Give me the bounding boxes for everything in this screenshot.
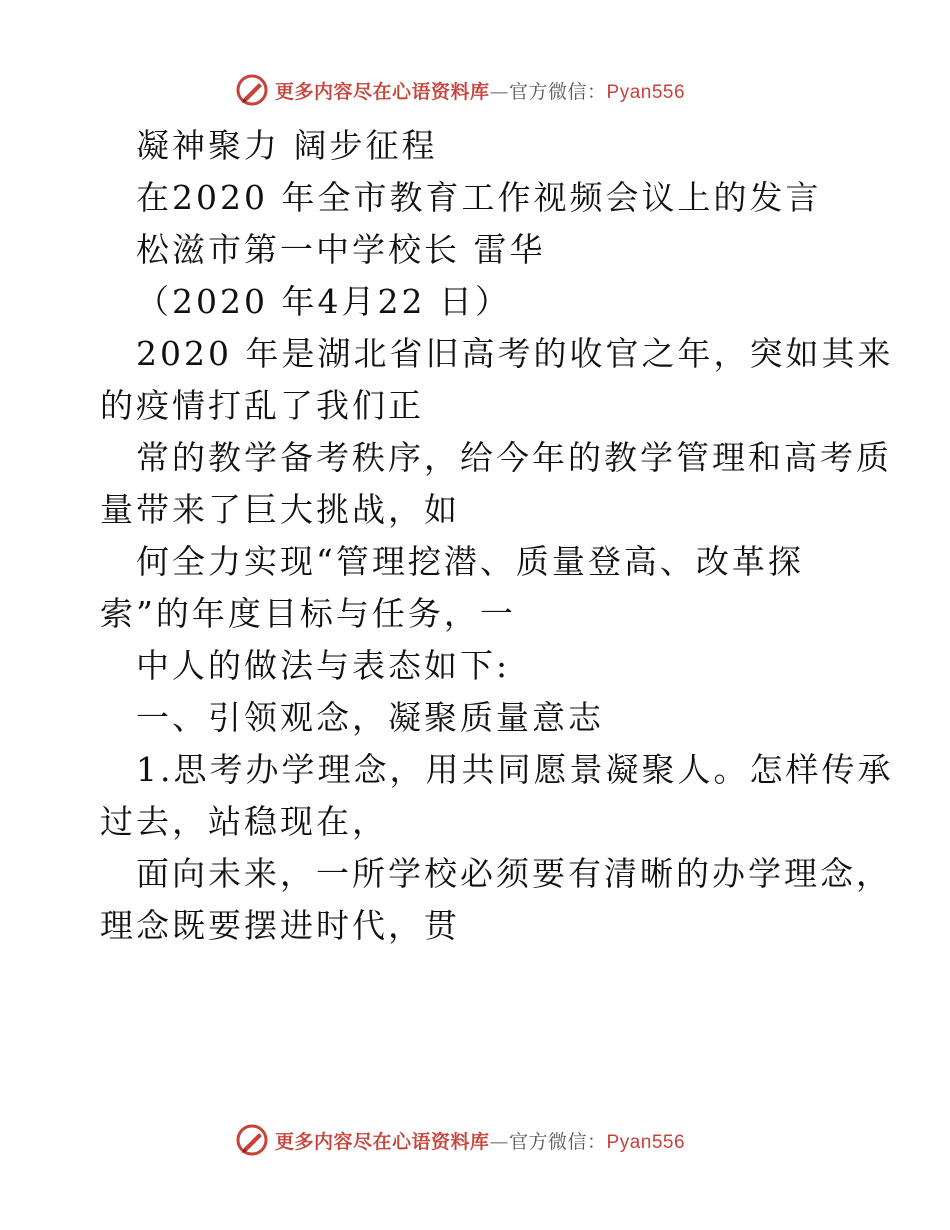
doc-line: 2020 年是湖北省旧高考的收官之年，突如其来 bbox=[136, 334, 894, 373]
doc-line: 索”的年度目标与任务，一 bbox=[100, 594, 516, 633]
doc-line: 1.思考办学理念，用共同愿景凝聚人。怎样传承 bbox=[136, 750, 894, 789]
document-body bbox=[100, 122, 894, 954]
watermark-wechat-id: Pyan556 bbox=[606, 81, 686, 103]
watermark-header bbox=[235, 72, 685, 108]
watermark-footer bbox=[235, 1122, 685, 1158]
doc-line: 过去，站稳现在， bbox=[100, 802, 388, 841]
pen-logo-icon bbox=[235, 73, 269, 107]
doc-line: 中人的做法与表态如下: bbox=[136, 646, 511, 685]
watermark-wechat-label: 官方微信： bbox=[509, 80, 607, 103]
doc-line: 的疫情打乱了我们正 bbox=[100, 386, 424, 425]
watermark-wechat-label: 官方微信： bbox=[509, 1130, 607, 1153]
watermark-dash: — bbox=[489, 80, 510, 103]
doc-line: 常的教学备考秩序，给今年的教学管理和高考质 bbox=[136, 438, 892, 477]
doc-line: 凝神聚力 阔步征程 bbox=[136, 126, 438, 165]
doc-line: 理念既要摆进时代，贯 bbox=[100, 906, 460, 945]
watermark-brand: 更多内容尽在心语资料库 bbox=[275, 1130, 490, 1153]
doc-line: （2020 年4月22 日） bbox=[136, 282, 511, 321]
doc-line: 一、引领观念，凝聚质量意志 bbox=[136, 698, 604, 737]
doc-line: 何全力实现“管理挖潜、质量登高、改革探 bbox=[136, 542, 804, 581]
doc-line: 松滋市第一中学校长 雷华 bbox=[136, 230, 546, 269]
doc-line: 在2020 年全市教育工作视频会议上的发言 bbox=[136, 178, 822, 217]
doc-line: 量带来了巨大挑战，如 bbox=[100, 490, 460, 529]
watermark-dash: — bbox=[489, 1130, 510, 1153]
watermark-wechat-id: Pyan556 bbox=[606, 1131, 686, 1153]
doc-line: 面向未来，一所学校必须要有清晰的办学理念， bbox=[136, 854, 892, 893]
watermark-brand: 更多内容尽在心语资料库 bbox=[275, 80, 490, 103]
pen-logo-icon bbox=[235, 1123, 269, 1157]
